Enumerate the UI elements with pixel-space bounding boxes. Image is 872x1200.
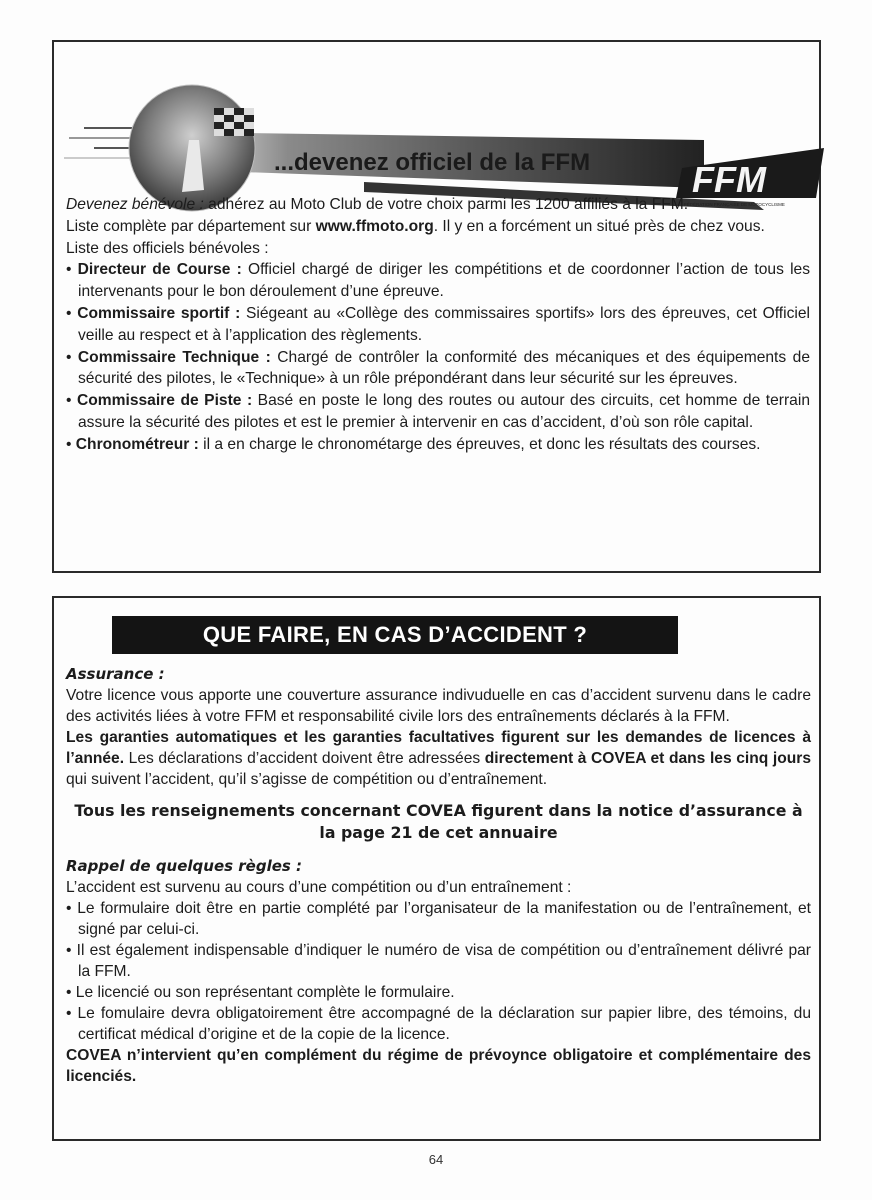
role-item: • Commissaire sportif : Siégeant au «Collège des commissaires sportifs» lors des épreuves, cet Officiel veille au respect et à l’application des règlements. [66, 304, 810, 344]
covea-notice: Tous les renseignements concernant COVEA figurent dans la notice d’assurance à la page 21 de cet annuaire [74, 801, 803, 842]
role-text: Chargé de contrôler la conformité des mécaniques et des équipements de sécurité des pilotes, le «Technique» à un rôle prépondérant dans leur sécurité sur les épreuves. [78, 348, 810, 388]
checkered-flag-icon [214, 108, 254, 136]
assurance-text: Votre licence vous apporte une couverture assurance indivuduelle en cas d’accident survenu dans le cadre des activités liées à votre FFM et responsabilité civile lors des entraînements déclarés à la FFM. [66, 687, 811, 725]
ffmoto-link[interactable]: www.ffmoto.org [315, 217, 434, 235]
list-suffix: . Il y en a forcément un situé près de chez vous. [433, 217, 765, 235]
closing-text: COVEA n’intervient qu’en complément du régime de prévoynce obligatoire et complémentaire des licenciés. [66, 1047, 811, 1085]
banner-title: ...devenez officiel de la FFM [274, 149, 591, 176]
intro-italic: Devenez bénévole : [66, 196, 204, 213]
role-title: Commissaire de Piste : [76, 392, 253, 410]
role-text: il a en charge le chronométarge des épreuves, et donc les résultats des courses. [198, 435, 761, 453]
logo-text: FFM [692, 159, 766, 200]
list-prefix: Liste complète par département sur [66, 217, 316, 235]
role-text: Basé en poste le long des routes ou autour des circuits, cet homme de terrain assure la sécurité des pilotes et est le premier à intervenir en cas d’accident, d’où son rôle capital. [78, 392, 810, 431]
list-heading: Liste des officiels bénévoles : [66, 239, 269, 257]
assurance-heading: Assurance : [66, 665, 165, 683]
role-item: • Commissaire Technique : Chargé de contrôler la conformité des mécaniques et des équipements de sécurité des pilotes, le «Technique» à un rôle prépondérant dans leur sécurité sur les épreuves. [66, 348, 810, 388]
role-title: Directeur de Course : [77, 261, 242, 279]
officiel-section [52, 40, 821, 573]
declarations-end: qui suivent l’accident, qu’il s’agisse de compétition ou d’entraînement. [66, 771, 548, 788]
role-title: Commissaire Technique : [77, 348, 271, 366]
rule-item: • Le licencié ou son représentant complète le formulaire. [66, 984, 455, 1001]
accident-title: QUE FAIRE, EN CAS D’ACCIDENT ? [112, 616, 678, 654]
role-item: • Directeur de Course : Officiel chargé de diriger les compétitions et de coordonner l’action de tous les intervenants pour le bon déroulement d’une épreuve. [66, 261, 810, 301]
garanties-paragraph [66, 727, 811, 790]
rule-text: Le licencié ou son représentant complète le formulaire. [75, 984, 455, 1001]
rule-text: Il est également indispensable d’indiquer le numéro de visa de compétition ou d’entraînement délivré par la FFM. [76, 942, 811, 980]
rule-item: • Le fomulaire devra obligatoirement être accompagné de la déclaration sur papier libre, des témoins, du certificat médical d’origine et de la copie de la licence. [66, 1005, 811, 1043]
rule-text: Le formulaire doit être en partie complété par l’organisateur de la manifestation ou de l’entraînement, et signé par celui-ci. [77, 900, 811, 938]
page-number: 64 [428, 1152, 444, 1167]
role-title: Commissaire sportif : [77, 304, 241, 322]
declarations-bold: directement à COVEA et dans les cinq jours [484, 750, 811, 767]
role-item: • Commissaire de Piste : Basé en poste le long des routes ou autour des circuits, cet homme de terrain assure la sécurité des pilotes et est le premier à intervenir en cas d’accident, d’où son rôle capital. [66, 392, 810, 431]
logo-subtext: FÉDÉRATION FRANÇAISE DE MOTOCYCLISME [684, 202, 785, 207]
declarations-text: Les déclarations d’accident doivent être adressées [124, 750, 485, 767]
role-text: Siégeant au «Collège des commissaires sportifs» lors des épreuves, cet Officiel veille au respect et à l’application des règlements. [78, 304, 810, 344]
rappel-intro: L’accident est survenu au cours d’une compétition ou d’un entraînement : [66, 879, 572, 896]
rule-text: Le fomulaire devra obligatoirement être accompagné de la déclaration sur papier libre, des témoins, du certificat médical d’origine et de la copie de la licence. [77, 1005, 811, 1043]
role-title: Chronométreur : [75, 435, 199, 453]
accident-body [66, 664, 811, 1087]
garanties-bold: Les garanties automatiques et les garanties facultatives figurent sur les demandes de licences à l’année. [66, 729, 811, 767]
rule-item: • Le formulaire doit être en partie complété par l’organisateur de la manifestation ou de l’entraînement, et signé par celui-ci. [66, 900, 811, 938]
intro-text: adhérez au Moto Club de votre choix parmi les 1200 affiliés à la FFM. [203, 196, 689, 213]
role-text: Officiel chargé de diriger les compétitions et de coordonner l’action de tous les intervenants pour le bon déroulement d’une épreuve. [78, 261, 810, 301]
rule-item: • Il est également indispensable d’indiquer le numéro de visa de compétition ou d’entraînement délivré par la FFM. [66, 942, 811, 980]
accident-section [52, 596, 821, 1141]
role-item: • Chronométreur : il a en charge le chronométarge des épreuves, et donc les résultats des courses. [66, 435, 761, 453]
rappel-heading: Rappel de quelques règles : [66, 857, 303, 875]
officiel-body [66, 194, 810, 456]
